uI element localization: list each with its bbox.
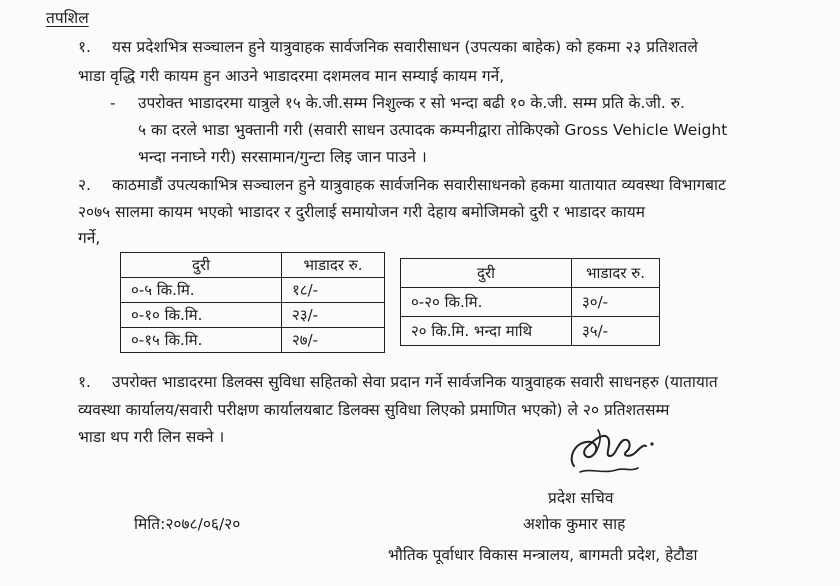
table-row <box>401 288 660 317</box>
signature-icon <box>560 422 660 482</box>
distance-cell: ०-१० कि.मि. <box>121 303 282 328</box>
item-3-line-3: भाडा थप गरी लिन सक्ने । <box>78 428 225 446</box>
item-1-number: १. <box>78 38 91 56</box>
table-row <box>121 278 385 303</box>
header-fare: भाडादर रु. <box>282 253 385 278</box>
header-distance: दुरी <box>401 259 572 288</box>
fare-cell: ३५/- <box>572 317 660 346</box>
table-row <box>121 328 385 353</box>
signatory-designation: प्रदेश सचिव <box>548 489 614 507</box>
fare-table-right <box>400 258 660 346</box>
item-3-line-1: उपरोक्त भाडादरमा डिलक्स सुविधा सहितको सेवा प्रदान गर्ने सार्वजनिक यात्रुवाहक सवारी साधनहरु (यातायात <box>112 373 718 391</box>
item-2-number: २. <box>78 176 91 194</box>
item-2-line-2: २०७५ सालमा कायम भएको भाडादर र दुरीलाई समायोजन गरी देहाय बमोजिमको दुरी र भाडादर कायम <box>78 203 646 221</box>
issue-date: मिति:२०७८/०६/२० <box>134 515 241 533</box>
fare-cell: २३/- <box>282 303 385 328</box>
distance-cell: ०-१५ कि.मि. <box>121 328 282 353</box>
bullet-line-3: भन्दा ननाघ्ने गरी) सरसामान/गुन्टा लिइ जान पाउने । <box>138 148 427 166</box>
item-2-line-1: काठमाडौं उपत्यकाभित्र सञ्चालन हुने यात्रुवाहक सार्वजनिक सवारीसाधनको हकमा यातायात व्यवस्था विभागबाट <box>112 176 726 194</box>
fare-table-left <box>120 252 385 353</box>
fare-cell: ३०/- <box>572 288 660 317</box>
distance-cell: ०-५ कि.मि. <box>121 278 282 303</box>
header-distance: दुरी <box>121 253 282 278</box>
section-heading: तपशिल <box>46 9 89 27</box>
item-1-line-1: यस प्रदेशभित्र सञ्चालन हुने यात्रुवाहक सार्वजनिक सवारीसाधन (उपत्यका बाहेक) को हकमा २३ प्रतिशतले <box>112 38 698 56</box>
table-row <box>401 317 660 346</box>
table-header-row <box>121 253 385 278</box>
item-3-line-2: व्यवस्था कार्यालय/सवारी परीक्षण कार्यालयबाट डिलक्स सुविधा लिएको प्रमाणित भएको) ले २० प्रतिशतसम्म <box>78 401 670 419</box>
item-1-line-2: भाडा वृद्धि गरी कायम हुन आउने भाडादरमा दशमलव मान सम्याई कायम गर्ने, <box>78 67 505 85</box>
signatory-name: अशोक कुमार साह <box>523 515 626 533</box>
distance-cell: ०-२० कि.मि. <box>401 288 572 317</box>
header-fare: भाडादर रु. <box>572 259 660 288</box>
fare-cell: १८/- <box>282 278 385 303</box>
fare-cell: २७/- <box>282 328 385 353</box>
item-2-line-3: गर्ने, <box>78 229 101 247</box>
bullet-line-2: ५ का दरले भाडा भुक्तानी गरी (सवारी साधन उत्पादक कम्पनीद्वारा तोकिएको Gross Vehicle Weight <box>138 121 728 139</box>
table-row <box>121 303 385 328</box>
distance-cell: २० कि.मि. भन्दा माथि <box>401 317 572 346</box>
bullet-line-1: उपरोक्त भाडादरमा यात्रुले १५ के.जी.सम्म निशुल्क र सो भन्दा बढी १० के.जी. सम्म प्रति के.जी. रु. <box>138 94 685 112</box>
item-3-number: १. <box>78 373 91 391</box>
bullet-dash: - <box>110 94 116 112</box>
office-name: भौतिक पूर्वाधार विकास मन्त्रालय, बागमती प्रदेश, हेटौडा <box>388 546 698 564</box>
table-header-row <box>401 259 660 288</box>
